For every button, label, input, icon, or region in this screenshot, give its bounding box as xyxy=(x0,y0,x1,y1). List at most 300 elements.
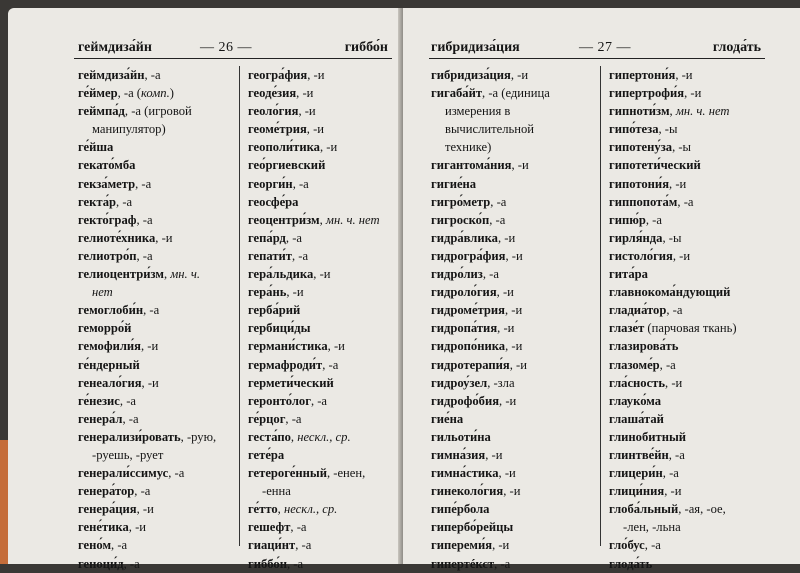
entry-headword: глазирова́ть xyxy=(609,339,679,354)
entry-grammar: , -и xyxy=(496,285,514,300)
entry-headword: гепати́т xyxy=(248,248,292,263)
entry-headword: гимна́зия xyxy=(431,447,486,462)
dictionary-entry xyxy=(78,536,238,554)
dictionary-entry xyxy=(609,446,794,464)
page-number: — 26 — xyxy=(200,40,252,55)
header-rule xyxy=(74,58,392,59)
entry-note: комп. xyxy=(141,86,170,101)
entry-grammar: , -и xyxy=(669,176,687,191)
entry-headword: глицери́н xyxy=(609,466,663,481)
left-page-header xyxy=(78,38,388,58)
dictionary-entry xyxy=(609,356,794,374)
entry-headword: гипноти́зм xyxy=(609,104,670,119)
entry-grammar: , -ы xyxy=(658,122,678,137)
entry-headword: германи́стика xyxy=(248,339,328,354)
dictionary-entry xyxy=(78,428,238,446)
dictionary-entry xyxy=(431,283,596,301)
header-rule xyxy=(429,58,765,59)
dictionary-entry xyxy=(248,392,398,410)
entry-headword: гирля́нда xyxy=(609,230,663,245)
entry-grammar: , -и xyxy=(665,375,683,390)
entry-headword: гидра́влика xyxy=(431,230,498,245)
entry-grammar: , -а xyxy=(489,212,506,227)
dictionary-entry xyxy=(431,319,596,337)
dictionary-entry xyxy=(78,66,238,84)
entry-grammar: , -и xyxy=(307,68,325,82)
entry-grammar: , -а xyxy=(295,538,312,553)
entry-grammar: , -и xyxy=(313,267,331,282)
entry-grammar: , -и xyxy=(505,303,523,318)
dictionary-entry xyxy=(609,301,794,319)
entry-grammar: , -и xyxy=(511,158,529,173)
entry-headword: гибридиза́ция xyxy=(431,68,511,82)
header-last-word: глода́ть xyxy=(712,40,761,55)
entry-grammar: , -а xyxy=(122,411,139,426)
entry-grammar: , -енен, xyxy=(326,466,366,481)
dictionary-entry xyxy=(248,500,398,518)
entry-grammar: , -и xyxy=(140,339,159,354)
entry-continuation: технике) xyxy=(445,140,492,155)
entry-headword: гипотену́за xyxy=(609,140,673,155)
entry-grammar: , -и xyxy=(509,357,527,372)
entry-headword: гипе́рбола xyxy=(431,502,490,517)
entry-grammar: , -и xyxy=(286,285,304,300)
entry-grammar: , xyxy=(669,104,676,119)
entry-headword: гигроско́п xyxy=(431,212,490,227)
dictionary-entry xyxy=(78,356,238,374)
dictionary-entry xyxy=(78,410,238,428)
dictionary-entry xyxy=(431,301,596,319)
entry-grammar: , -и xyxy=(505,339,523,354)
entry-headword: глауко́ма xyxy=(609,393,662,408)
dictionary-entry xyxy=(248,120,398,138)
dictionary-entry xyxy=(78,229,238,247)
dictionary-entry xyxy=(431,229,596,247)
entry-grammar: , -а xyxy=(482,267,499,282)
entry-headword: гекта́р xyxy=(78,194,117,209)
entry-grammar: , -а xyxy=(310,393,328,408)
entry-headword: гипереми́я xyxy=(431,538,493,553)
entry-headword: геморро́й xyxy=(78,321,132,336)
dictionary-entry xyxy=(609,120,794,138)
entry-headword: геронто́лог xyxy=(248,393,311,408)
entry-headword: гимна́стика xyxy=(431,466,499,481)
dictionary-entry xyxy=(609,156,794,174)
entry-headword: ге́ймер xyxy=(78,86,118,101)
entry-grammar: , -и xyxy=(319,140,338,155)
entry-headword: гиппопота́м xyxy=(609,194,678,209)
entry-headword: гемофили́я xyxy=(78,339,141,354)
entry-continuation: нет xyxy=(92,285,113,300)
dictionary-entry xyxy=(248,464,398,482)
dictionary-entry xyxy=(78,265,238,283)
dictionary-entry xyxy=(78,175,238,193)
entry-grammar: , -а xyxy=(644,538,661,553)
dictionary-entry xyxy=(609,175,794,193)
entry-headword: глинобитный xyxy=(609,429,687,444)
entry-headword: гепа́рд xyxy=(248,230,286,245)
entry-grammar: , -ы xyxy=(672,140,692,155)
dictionary-entry xyxy=(609,84,794,102)
dictionary-entry xyxy=(248,536,398,554)
entry-grammar: , -и xyxy=(492,538,510,553)
dictionary-entry xyxy=(609,283,794,301)
dictionary-entry xyxy=(78,374,238,392)
entry-headword: глоба́льный xyxy=(609,502,679,517)
entry-headword: гла́сность xyxy=(609,375,666,390)
entry-grammar: , -а xyxy=(134,484,151,499)
entry-headword: геста́по xyxy=(248,429,291,444)
entry-grammar: , xyxy=(290,429,298,444)
entry-continuation: вычислительной xyxy=(445,122,534,137)
entry-headword: гигро́метр xyxy=(431,194,491,209)
dictionary-entry xyxy=(78,84,238,102)
entry-headword: генера́л xyxy=(78,411,123,426)
entry-grammar: , -а xyxy=(111,538,128,553)
entry-grammar: , -а xyxy=(668,447,685,462)
entry-headword: гипертéкст xyxy=(431,556,495,571)
entry-continuation: измерения в xyxy=(445,104,511,119)
dictionary-entry xyxy=(78,500,238,518)
dictionary-entry xyxy=(609,374,794,392)
entry-grammar: , -а (единица xyxy=(482,86,550,101)
entry-grammar: , -и xyxy=(497,321,515,336)
entry-grammar: , -а xyxy=(144,68,161,82)
entry-headword: гигантома́ния xyxy=(431,158,512,173)
entry-headword: геоцентри́зм xyxy=(248,212,320,227)
entry-headword: гете́ра xyxy=(248,447,285,462)
entry-headword: гера́льдика xyxy=(248,267,314,282)
dictionary-entry xyxy=(78,464,238,482)
entry-grammar: , -а xyxy=(119,393,136,408)
dictionary-entry xyxy=(78,319,238,337)
entry-headword: гидропо́ника xyxy=(431,339,506,354)
dictionary-entry xyxy=(609,138,794,156)
dictionary-entry xyxy=(431,356,596,374)
dictionary-entry xyxy=(248,265,398,283)
entry-headword: геноци́д xyxy=(78,556,124,571)
dictionary-entry xyxy=(78,138,238,156)
entry-grammar: , -а xyxy=(292,248,309,263)
dictionary-entry xyxy=(609,392,794,410)
entry-grammar: , -а ( xyxy=(117,86,142,101)
entry-headword: герба́рий xyxy=(248,303,301,318)
entry-headword: гие́на xyxy=(431,411,464,426)
entry-continuation: манипулятор) xyxy=(92,122,166,137)
entry-headword: гло́бус xyxy=(609,538,645,553)
dictionary-entry xyxy=(431,446,596,464)
dictionary-entry xyxy=(609,265,794,283)
column-divider xyxy=(600,66,601,546)
dictionary-entry xyxy=(431,500,596,518)
dictionary-entry xyxy=(248,337,398,355)
entry-grammar: , -ы xyxy=(662,230,682,245)
entry-continuation: -лен, -льна xyxy=(623,520,681,535)
entry-grammar: , -а xyxy=(143,303,160,318)
dictionary-entry xyxy=(248,84,398,102)
dictionary-entry xyxy=(431,536,596,554)
entry-headword: гидроло́гия xyxy=(431,285,497,300)
dictionary-entry xyxy=(248,66,398,84)
dictionary-entry xyxy=(609,500,794,518)
entry-headword: глода́ть xyxy=(609,556,653,571)
entry-headword: ге́незис xyxy=(78,393,120,408)
dictionary-entry xyxy=(609,428,794,446)
entry-headword: геоло́гия xyxy=(248,104,299,119)
entry-headword: главнокома́ндующий xyxy=(609,285,731,300)
dictionary-entry xyxy=(248,319,398,337)
entry-headword: генера́тор xyxy=(78,484,135,499)
dictionary-entry xyxy=(609,464,794,482)
entry-grammar: , xyxy=(277,502,284,517)
entry-headword: гидротерапи́я xyxy=(431,357,510,372)
entry-headword: гладиа́тор xyxy=(609,303,667,318)
entry-grammar: , -а xyxy=(136,248,153,263)
dictionary-entry xyxy=(248,374,398,392)
entry-grammar: , -рую, xyxy=(180,429,217,444)
entry-headword: гигие́на xyxy=(431,176,477,191)
entry-grammar: , -и xyxy=(497,230,516,245)
entry-headword: ге́рцог xyxy=(248,411,286,426)
entry-headword: глици́ния xyxy=(609,484,665,499)
dictionary-entry xyxy=(431,211,596,229)
dictionary-entry xyxy=(609,319,794,337)
entry-grammar: , -и xyxy=(498,466,516,481)
entry-headword: гипертони́я xyxy=(609,68,676,82)
entry-headword: геогра́фия xyxy=(248,68,308,82)
entry-headword: гипербо́рейцы xyxy=(431,520,514,535)
entry-note: мн. ч. xyxy=(170,267,200,282)
entry-grammar: , -а xyxy=(659,357,676,372)
entry-grammar: , -и xyxy=(510,68,529,82)
entry-grammar: , -и xyxy=(485,447,503,462)
entry-grammar: , -а (игровой xyxy=(124,104,192,119)
entry-headword: геймдиза́йн xyxy=(78,68,145,82)
dictionary-entry xyxy=(248,518,398,536)
left-page-column-2 xyxy=(248,66,398,573)
dictionary-entry xyxy=(248,102,398,120)
entry-headword: гера́нь xyxy=(248,285,287,300)
entry-headword: гильоти́на xyxy=(431,429,491,444)
entry-headword: гидрогра́фия xyxy=(431,248,506,263)
entry-grammar: , -и xyxy=(128,520,147,535)
dictionary-entry xyxy=(609,66,794,84)
dictionary-entry xyxy=(431,193,596,211)
entry-headword: геосфе́ра xyxy=(248,194,299,209)
entry-headword: гешефт xyxy=(248,520,291,535)
entry-headword: гиаци́нт xyxy=(248,538,296,553)
dictionary-entry xyxy=(78,247,238,265)
entry-headword: генерализи́ровать xyxy=(78,429,181,444)
entry-headword: генера́ция xyxy=(78,502,137,517)
entry-grammar: , -и xyxy=(664,484,682,499)
entry-grammar: , -и xyxy=(296,86,314,101)
entry-headword: гекато́мба xyxy=(78,158,136,173)
entry-grammar: , -и xyxy=(327,339,345,354)
entry-headword: геймпа́д xyxy=(78,104,125,119)
header-first-word: гибридиза́ция xyxy=(431,40,520,55)
right-page-column-2 xyxy=(609,66,794,573)
entry-grammar: , -а xyxy=(645,212,662,227)
page-number: — 27 — xyxy=(579,40,631,55)
entry-headword: ге́тто xyxy=(248,502,278,517)
entry-grammar: , -а xyxy=(292,176,309,191)
dictionary-entry xyxy=(78,102,238,120)
entry-note: мн. ч. нет xyxy=(675,104,730,119)
dictionary-entry xyxy=(609,536,794,554)
book-cover-edge xyxy=(0,440,8,564)
dictionary-entry xyxy=(248,247,398,265)
entry-headword: ге́ндерный xyxy=(78,357,140,372)
dictionary-entry xyxy=(248,156,398,174)
dictionary-entry xyxy=(78,482,238,500)
dictionary-entry xyxy=(78,518,238,536)
entry-headword: гидроу́зел xyxy=(431,375,488,390)
entry-grammar: , -и xyxy=(141,375,159,390)
entry-continuation: -руешь, -рует xyxy=(92,447,164,462)
right-page-header xyxy=(431,38,761,58)
entry-headword: гербици́ды xyxy=(248,321,311,336)
entry-grammar: , -и xyxy=(136,502,154,517)
entry-headword: гипотети́ческий xyxy=(609,158,701,173)
entry-headword: гипю́р xyxy=(609,212,646,227)
dictionary-entry xyxy=(248,229,398,247)
entry-headword: гипотони́я xyxy=(609,176,670,191)
entry-grammar: , -а xyxy=(290,520,307,535)
entry-headword: геополи́тика xyxy=(248,140,320,155)
entry-headword: гермафроди́т xyxy=(248,357,323,372)
dictionary-entry xyxy=(431,175,596,193)
dictionary-entry xyxy=(78,156,238,174)
entry-grammar: , -а xyxy=(136,212,153,227)
entry-headword: георги́н xyxy=(248,176,293,191)
entry-headword: гено́м xyxy=(78,538,112,553)
entry-grammar: , -а xyxy=(116,194,133,209)
entry-grammar: , -и xyxy=(672,248,691,263)
entry-headword: гемоглоби́н xyxy=(78,303,144,318)
entry-grammar: , -а xyxy=(286,556,304,571)
dictionary-entry xyxy=(609,482,794,500)
dictionary-entry xyxy=(431,265,596,283)
entry-headword: геоде́зия xyxy=(248,86,297,101)
entry-headword: гистоло́гия xyxy=(609,248,673,263)
entry-grammar: , -зла xyxy=(487,375,515,390)
header-last-word: гиббо́н xyxy=(344,40,388,55)
right-page xyxy=(403,8,800,571)
entry-headword: гидропа́тия xyxy=(431,321,498,336)
dictionary-entry xyxy=(248,301,398,319)
dictionary-entry xyxy=(248,428,398,446)
dictionary-entry xyxy=(248,283,398,301)
entry-grammar: , -а xyxy=(285,411,302,426)
dictionary-entry xyxy=(431,156,596,174)
dictionary-entry xyxy=(248,193,398,211)
entry-headword: глазоме́р xyxy=(609,357,660,372)
dictionary-entry xyxy=(78,301,238,319)
entry-continuation: -енна xyxy=(262,484,291,499)
entry-note: нескл., ср. xyxy=(297,429,351,444)
entry-headword: гидроме́трия xyxy=(431,303,505,318)
dictionary-entry xyxy=(609,193,794,211)
entry-headword: ге́йша xyxy=(78,140,114,155)
entry-headword: геоме́трия xyxy=(248,122,307,137)
dictionary-entry xyxy=(431,392,596,410)
entry-headword: гекто́граф xyxy=(78,212,137,227)
entry-grammar: , -и xyxy=(155,230,173,245)
dictionary-entry xyxy=(609,410,794,428)
dictionary-entry xyxy=(431,464,596,482)
entry-headword: генерали́ссимус xyxy=(78,466,169,481)
left-page-column-1 xyxy=(78,66,238,573)
dictionary-entry xyxy=(248,356,398,374)
dictionary-entry xyxy=(431,428,596,446)
dictionary-entry xyxy=(609,211,794,229)
entry-grammar: , -а xyxy=(666,303,683,318)
dictionary-entry xyxy=(248,175,398,193)
entry-grammar: , -и xyxy=(684,86,702,101)
entry-headword: гигаба́йт xyxy=(431,86,483,101)
dictionary-entry xyxy=(609,247,794,265)
dictionary-entry xyxy=(78,193,238,211)
entry-headword: гинеколо́гия xyxy=(431,484,504,499)
entry-headword: гео́ргиевский xyxy=(248,158,326,173)
dictionary-entry xyxy=(431,247,596,265)
entry-headword: генеало́гия xyxy=(78,375,142,390)
entry-grammar: , -а xyxy=(662,466,679,481)
column-divider xyxy=(239,66,240,546)
dictionary-entry xyxy=(431,84,596,102)
dictionary-entry xyxy=(431,374,596,392)
entry-grammar: , -а xyxy=(677,194,694,209)
dictionary-entry xyxy=(431,337,596,355)
entry-grammar: , -ая, -ое, xyxy=(678,502,726,517)
dictionary-entry xyxy=(248,410,398,428)
entry-headword: гелиоте́хника xyxy=(78,230,156,245)
entry-headword: гермети́ческий xyxy=(248,375,334,390)
dictionary-entry xyxy=(248,211,398,229)
entry-headword: гита́ра xyxy=(609,267,648,282)
left-page xyxy=(8,8,401,571)
dictionary-entry xyxy=(609,102,794,120)
entry-headword: гелиотро́п xyxy=(78,248,137,263)
entry-note: нескл., ср. xyxy=(283,502,338,517)
entry-headword: глинтве́йн xyxy=(609,447,669,462)
entry-note: мн. ч. нет xyxy=(325,212,380,227)
entry-grammar: , -а xyxy=(494,556,511,571)
entry-grammar: ) xyxy=(169,86,174,101)
dictionary-entry xyxy=(431,518,596,536)
entry-grammar: , -а xyxy=(123,556,140,571)
entry-grammar: , -и xyxy=(503,484,521,499)
entry-grammar: , -и xyxy=(499,393,517,408)
dictionary-entry xyxy=(431,410,596,428)
entry-headword: гидро́лиз xyxy=(431,267,483,282)
entry-grammar: , -и xyxy=(505,248,523,263)
entry-grammar: , -а xyxy=(490,194,507,209)
entry-grammar: , -и xyxy=(298,104,316,119)
entry-headword: глаша́тай xyxy=(609,411,664,426)
entry-headword: гипертрофи́я xyxy=(609,86,685,101)
entry-headword: глазе́т xyxy=(609,321,645,336)
entry-headword: гелиоцентри́зм xyxy=(78,267,164,282)
entry-headword: гиббо́н xyxy=(248,556,287,571)
entry-headword: гипо́теза xyxy=(609,122,659,137)
entry-grammar: , -и xyxy=(306,122,325,137)
entry-grammar: (парчовая ткань) xyxy=(644,321,737,336)
dictionary-entry xyxy=(431,482,596,500)
dictionary-entry xyxy=(78,392,238,410)
dictionary-entry xyxy=(78,211,238,229)
